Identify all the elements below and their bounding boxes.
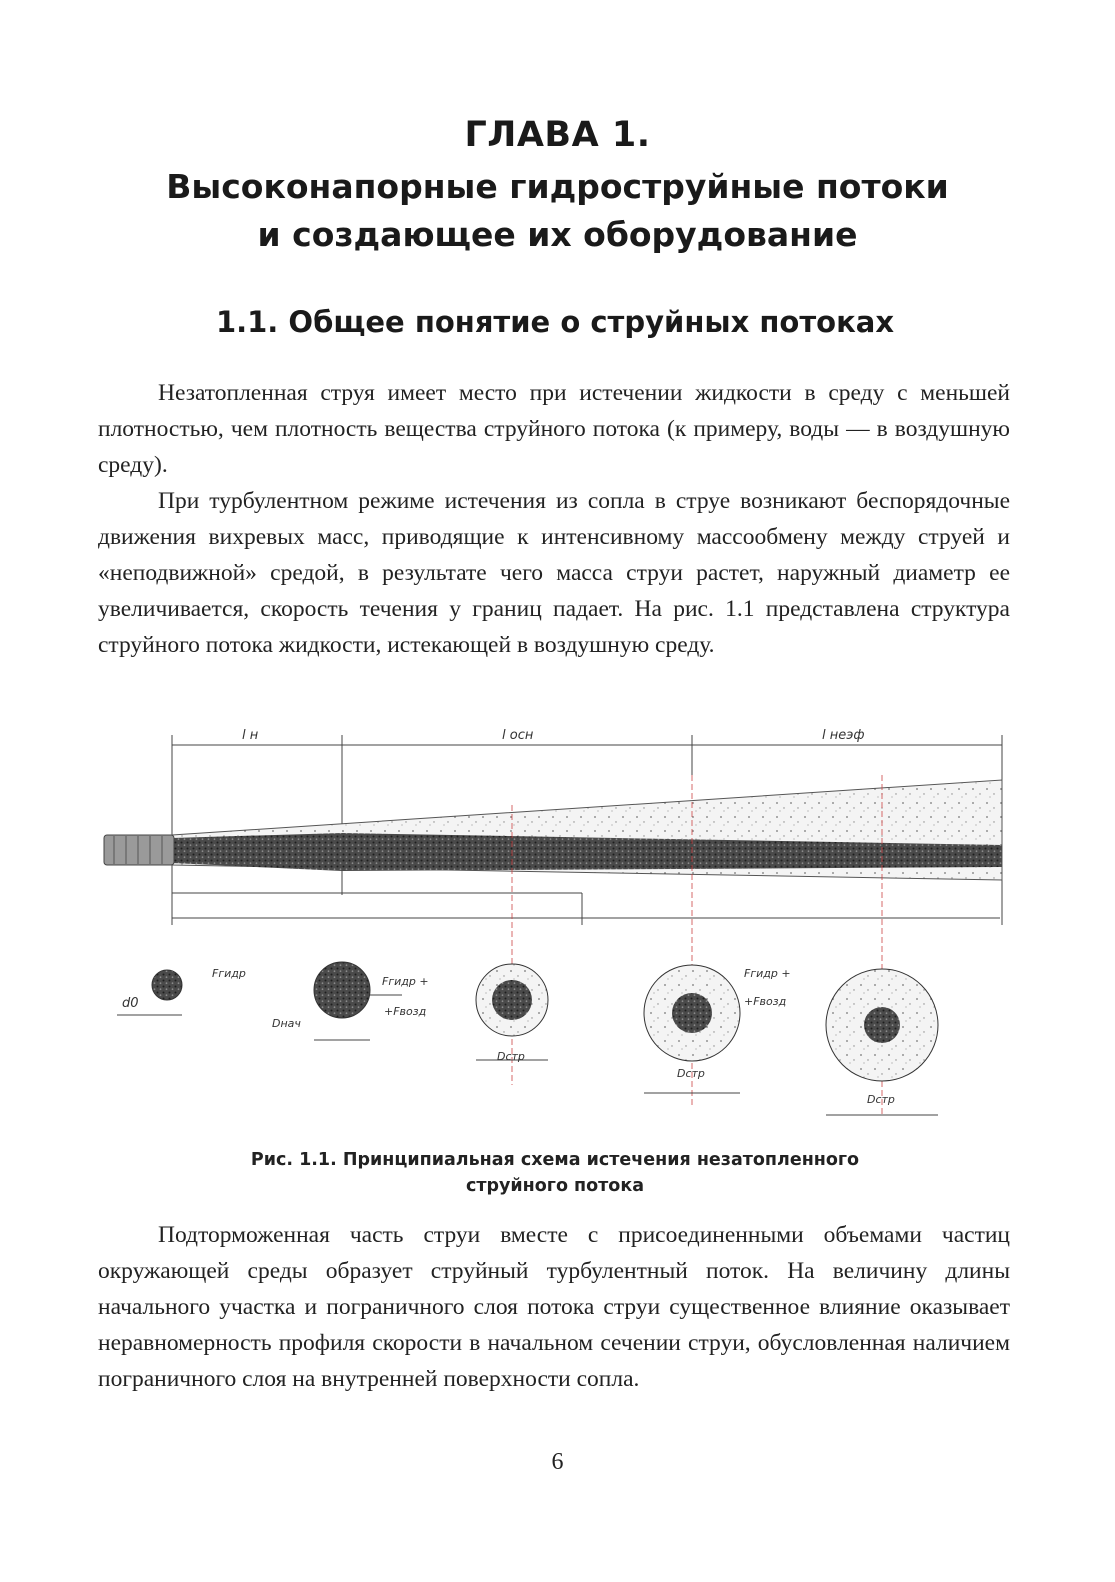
paragraph: При турбулентном режиме истечения из сопла в струе возникают беспорядочные движения вихревых масс, приводящие к интенсивному массообмену между струей и «неподвижной» средой, в результате чего масса струи растет, наружный диаметр ее увеличивается, скорость течения у границ падает. На рис. 1.1 представлена структура струйного потока жидкости, истекающей в воздушную среду.	[98, 488, 1010, 658]
label-l-neef: l неэф	[822, 728, 865, 743]
jet-flow-diagram	[102, 715, 1012, 1125]
body-text-bottom	[98, 1217, 1010, 1397]
label-d-nach: Dнач	[272, 1017, 301, 1030]
cross-section-2	[314, 962, 402, 1040]
figure-caption	[0, 1147, 1110, 1199]
paragraph: Подторможенная часть струи вместе с присоединенными объемами частиц окружающей среды образует струйный турбулентный поток. На величину длины начального участка и пограничного слоя потока струи существенное влияние оказывает неравномерность профиля скорости в начальном сечении струи, обусловленная наличием пограничного слоя на внутренней поверхности сопла.	[98, 1222, 1010, 1392]
label-l-osn: l осн	[502, 728, 534, 743]
caption-line-2: струйного потока	[465, 1176, 645, 1196]
label-f-gidr-plus-2: Fгидр +	[744, 967, 791, 980]
section-title: 1.1. Общее понятие о струйных потоках	[215, 305, 895, 339]
chapter-title-line-2: и создающее их оборудование	[257, 215, 858, 254]
chapter-heading: ГЛАВА 1.	[464, 115, 651, 155]
label-f-vozd: +Fвозд	[384, 1005, 427, 1018]
label-f-gidr: Fгидр	[212, 967, 246, 980]
body-text-top	[98, 375, 1010, 663]
cross-section-3	[476, 964, 548, 1060]
jet-stream	[104, 780, 1002, 880]
label-f-gidr-plus: Fгидр +	[382, 975, 429, 988]
label-d-str-1: Dстр	[497, 1050, 525, 1063]
label-d-str-3: Dстр	[867, 1093, 895, 1106]
label-l-n: l н	[242, 728, 259, 743]
label-d0: d0	[122, 996, 139, 1011]
page-number: 6	[551, 1449, 564, 1475]
label-d-str-2: Dстр	[677, 1067, 705, 1080]
chapter-title-line-1: Высоконапорные гидроструйные потоки	[166, 167, 949, 206]
paragraph: Незатопленная струя имеет место при истечении жидкости в среду с меньшей плотностью, чем плотность вещества струйного потока (к примеру, воды — в воздушную среду).	[98, 380, 1010, 478]
label-f-vozd-2: +Fвозд	[744, 995, 787, 1008]
caption-line-1: Рис. 1.1. Принципиальная схема истечения незатопленного	[250, 1150, 860, 1170]
